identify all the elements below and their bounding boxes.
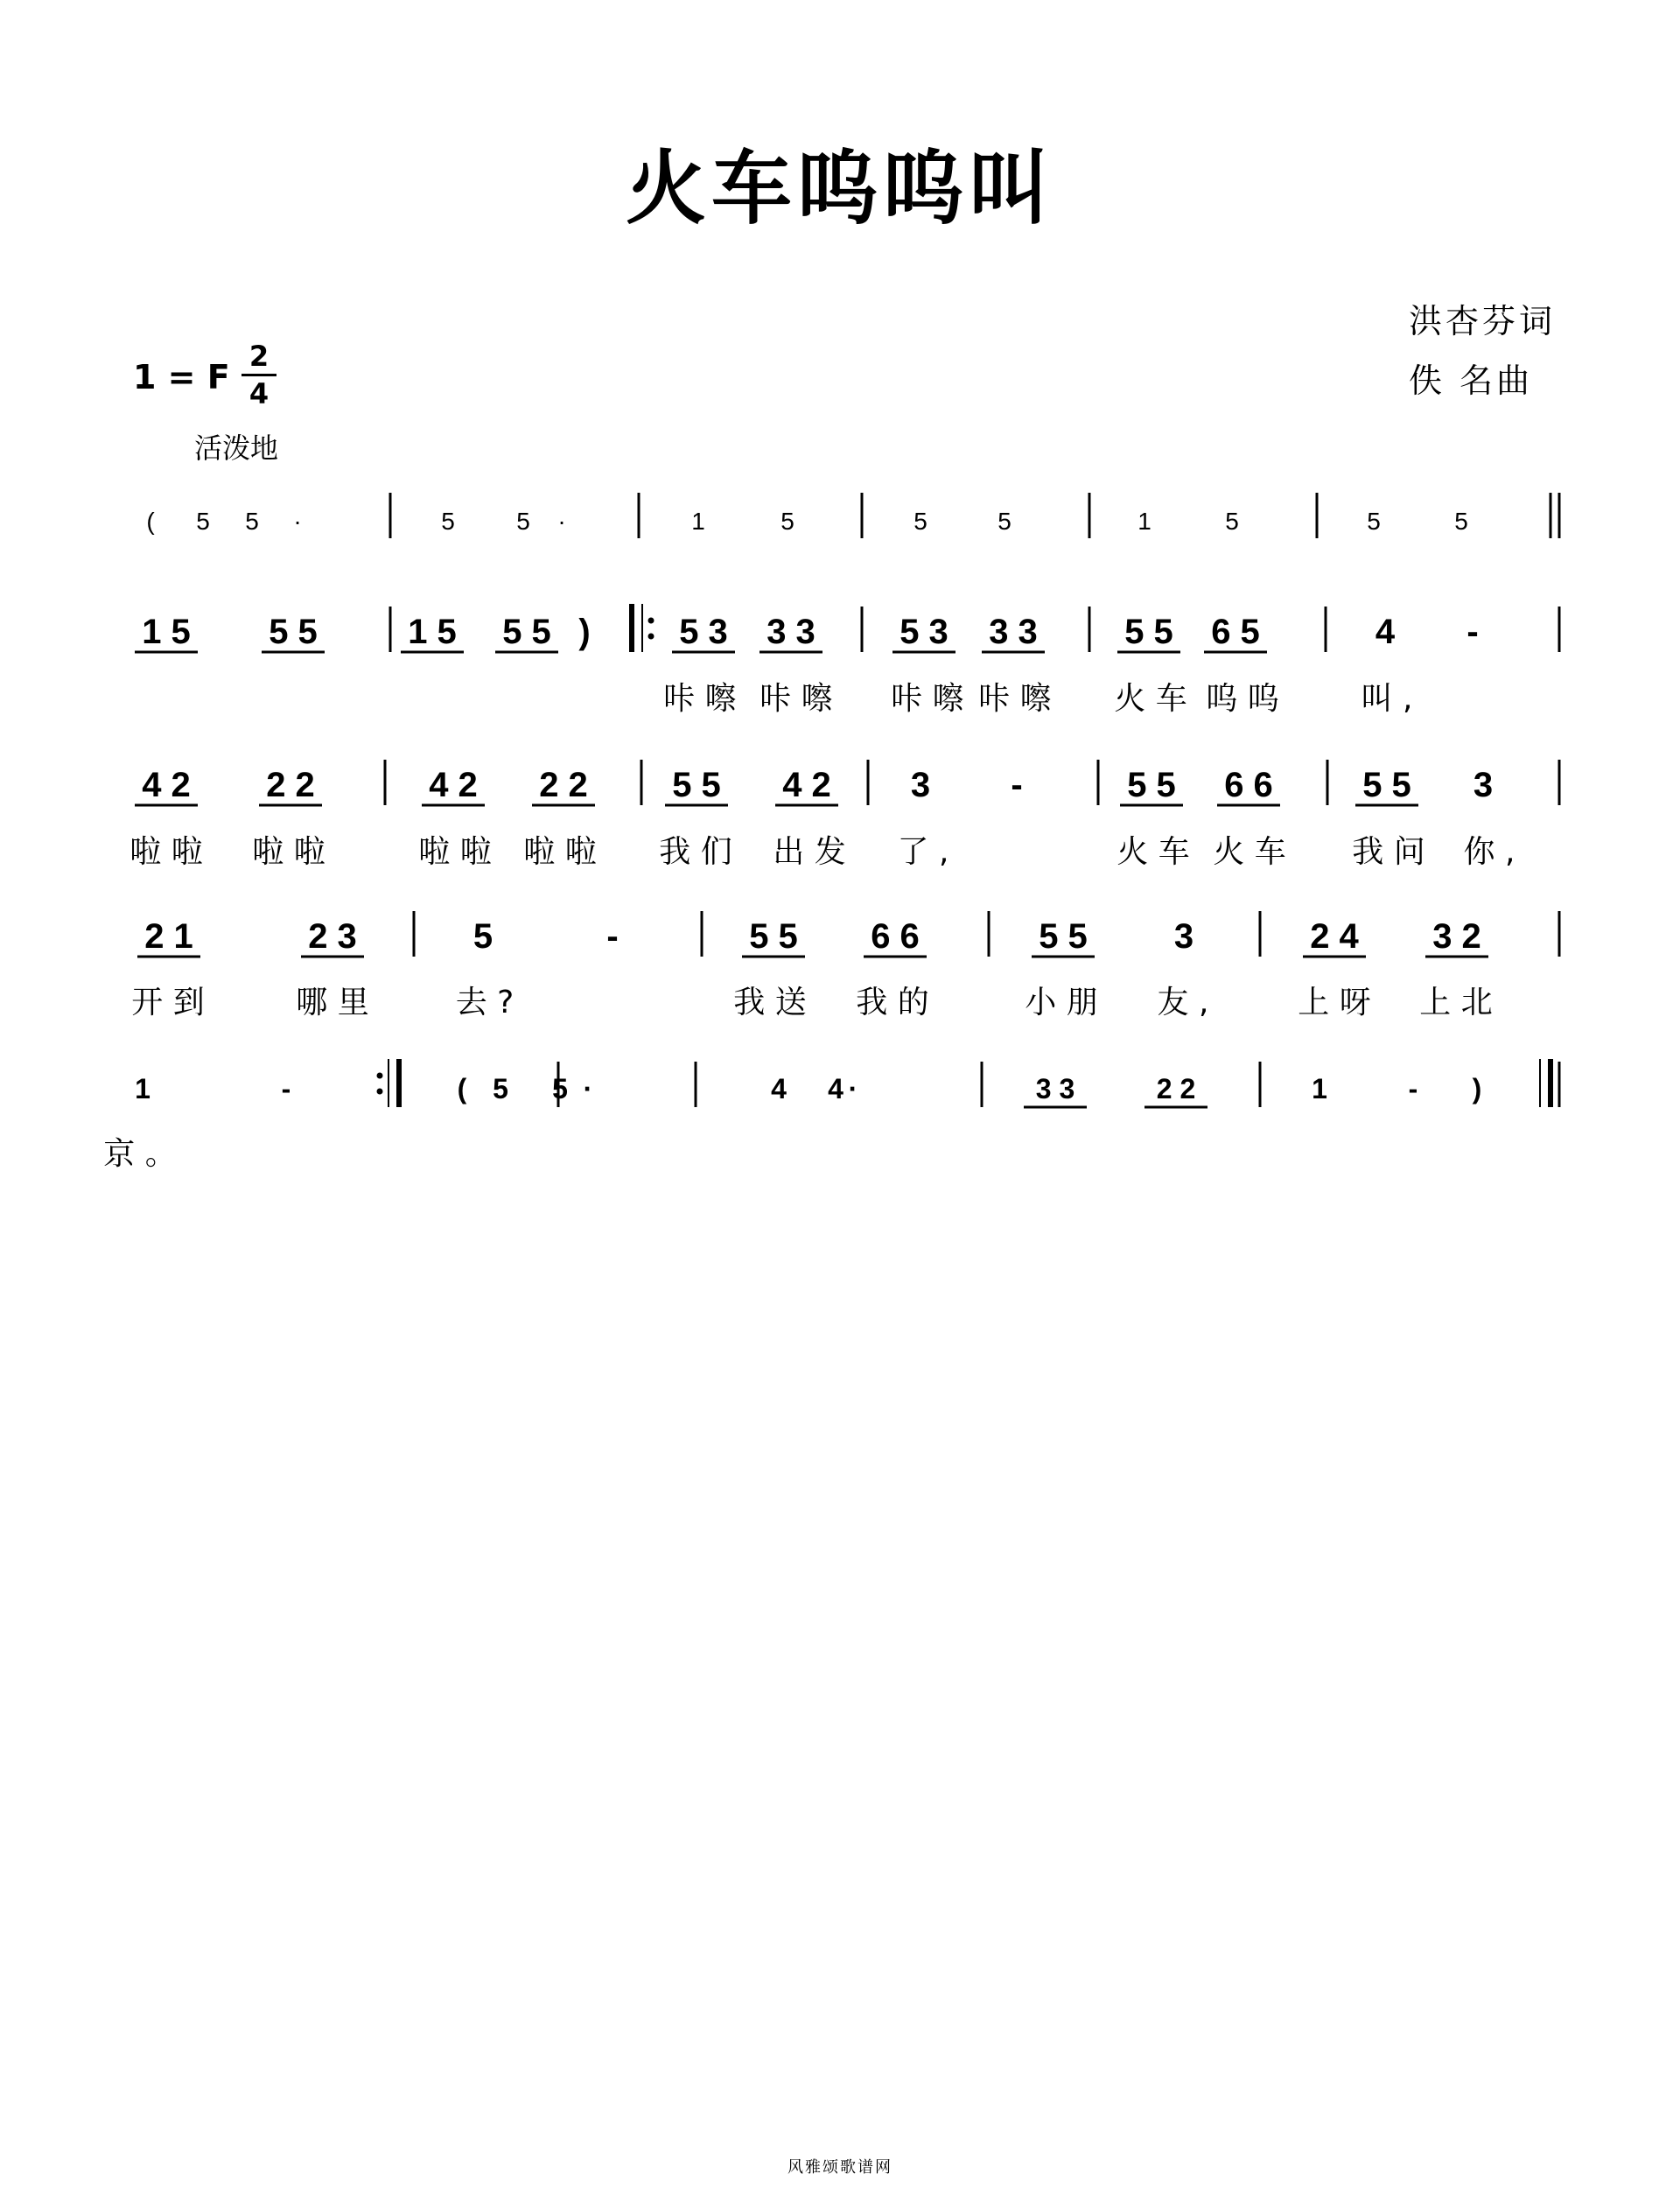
- note: 3: [1173, 917, 1194, 956]
- lyric-word: 哪 里: [296, 985, 369, 1020]
- lyric-word: 咔 嚓: [891, 681, 964, 717]
- octave-dot: [648, 634, 654, 640]
- note-group: 5 5: [672, 766, 721, 804]
- note-group: 4 2: [429, 766, 478, 804]
- note-group: 2 1: [144, 917, 193, 956]
- dot-augmentation: ·: [848, 1073, 858, 1105]
- note: 4: [1375, 613, 1396, 651]
- note: 5: [1454, 508, 1468, 535]
- note: 3: [910, 766, 931, 804]
- lyric-word: 叫 ,: [1361, 681, 1413, 717]
- lyric-word: 出 发: [773, 834, 846, 870]
- note-group: 4 2: [782, 766, 831, 804]
- note-group: 3 3: [1035, 1073, 1075, 1105]
- lyric-word: 呜 呜: [1206, 681, 1279, 717]
- note-group: 5 3: [679, 613, 728, 651]
- lyric-word: 我 问: [1352, 834, 1425, 870]
- note-group: 2 3: [308, 917, 357, 956]
- note: 5: [196, 508, 210, 535]
- lyric-word: 啦 啦: [523, 834, 597, 870]
- lyric-word: 火 车: [1116, 834, 1190, 870]
- lyric-word: 开 到: [131, 985, 205, 1020]
- lyric-word: 你 ,: [1463, 834, 1516, 870]
- note-group: 1 5: [142, 613, 191, 651]
- note: 5: [441, 508, 455, 535]
- note-group: 3 3: [766, 613, 816, 651]
- lyric-word: 我 送: [733, 985, 807, 1020]
- note: 4: [828, 1073, 844, 1105]
- lyric-word: 火 车: [1213, 834, 1286, 870]
- note-group: 1 5: [408, 613, 457, 651]
- dash-extension: -: [281, 1073, 291, 1105]
- note-group: 3 3: [989, 613, 1038, 651]
- note-group: 2 2: [1156, 1073, 1196, 1105]
- note: 1: [691, 508, 705, 535]
- dash-extension: -: [1466, 613, 1479, 651]
- time-signature-numerator: 2: [248, 340, 270, 373]
- lyric-word: 去 ?: [455, 985, 514, 1020]
- lyric-word: 小 朋: [1025, 985, 1098, 1020]
- lyric-word: 了 ,: [897, 834, 949, 870]
- note: 1: [135, 1073, 150, 1105]
- note-group: 5 5: [1124, 613, 1173, 651]
- note: 5: [914, 508, 928, 535]
- note: 5: [1225, 508, 1239, 535]
- note: 5: [516, 508, 530, 535]
- lyric-word: 我 的: [856, 985, 929, 1020]
- octave-dot: [377, 1073, 383, 1079]
- note: 1: [1138, 508, 1152, 535]
- dot-augmentation: ·: [293, 508, 302, 535]
- dash-extension: -: [1408, 1073, 1418, 1105]
- lyric-word: 咔 嚓: [978, 681, 1052, 717]
- note-group: 6 5: [1211, 613, 1260, 651]
- lyric-word: 咔 嚓: [760, 681, 833, 717]
- note-group: 5 5: [269, 613, 318, 651]
- lyric-word: 友 ,: [1157, 985, 1209, 1020]
- parenthesis: (: [457, 1073, 467, 1105]
- note: 5: [245, 508, 259, 535]
- note: 5: [780, 508, 794, 535]
- lyric-word: 啦 啦: [252, 834, 326, 870]
- note: 5: [1367, 508, 1381, 535]
- note-group: 5 3: [900, 613, 948, 651]
- note: 3: [1473, 766, 1494, 804]
- lyric-word: 京 。: [103, 1136, 177, 1172]
- note: 1: [1312, 1073, 1327, 1105]
- lyric-word: 火 车: [1114, 681, 1187, 717]
- lyric-word: 啦 啦: [130, 834, 203, 870]
- dot-augmentation: ·: [583, 1073, 593, 1105]
- note: 5: [552, 1073, 568, 1105]
- note-group: 5 5: [1362, 766, 1411, 804]
- note-group: 2 2: [266, 766, 315, 804]
- parenthesis: ): [1472, 1073, 1482, 1105]
- composer-credit: 佚 名曲: [1409, 361, 1534, 400]
- time-signature-denominator: 4: [248, 377, 270, 410]
- lyric-word: 咔 嚓: [663, 681, 737, 717]
- tempo-marking: 活泼地: [194, 431, 279, 465]
- parenthesis: ): [578, 613, 591, 651]
- lyricist-credit: 洪杏芬词: [1409, 302, 1557, 340]
- note-group: 2 4: [1310, 917, 1359, 956]
- note-group: 5 5: [1039, 917, 1088, 956]
- note-group: 6 6: [871, 917, 920, 956]
- lyric-word: 上 北: [1419, 985, 1493, 1020]
- song-title: 火车呜呜叫: [625, 142, 1054, 235]
- note: 4: [771, 1073, 787, 1105]
- lyric-word: 上 呀: [1298, 985, 1371, 1020]
- dash-extension: -: [1011, 766, 1023, 804]
- note-group: 5 5: [749, 917, 798, 956]
- octave-dot: [648, 618, 654, 624]
- note-group: 5 5: [502, 613, 551, 651]
- note-group: 5 5: [1127, 766, 1176, 804]
- lyric-word: 我 们: [659, 834, 732, 870]
- note: 5: [493, 1073, 508, 1105]
- note-group: 4 2: [142, 766, 191, 804]
- octave-dot: [377, 1089, 383, 1095]
- dot-augmentation: ·: [557, 508, 566, 535]
- dash-extension: -: [606, 917, 619, 956]
- footer-watermark: 风雅颂歌谱网: [788, 2158, 892, 2177]
- key-signature: 1 = F: [133, 358, 230, 396]
- lyric-word: 啦 啦: [418, 834, 492, 870]
- note-group: 6 6: [1224, 766, 1273, 804]
- note-group: 3 2: [1432, 917, 1481, 956]
- note: 5: [472, 917, 494, 956]
- parenthesis: (: [146, 508, 155, 535]
- note-group: 2 2: [539, 766, 588, 804]
- note: 5: [998, 508, 1012, 535]
